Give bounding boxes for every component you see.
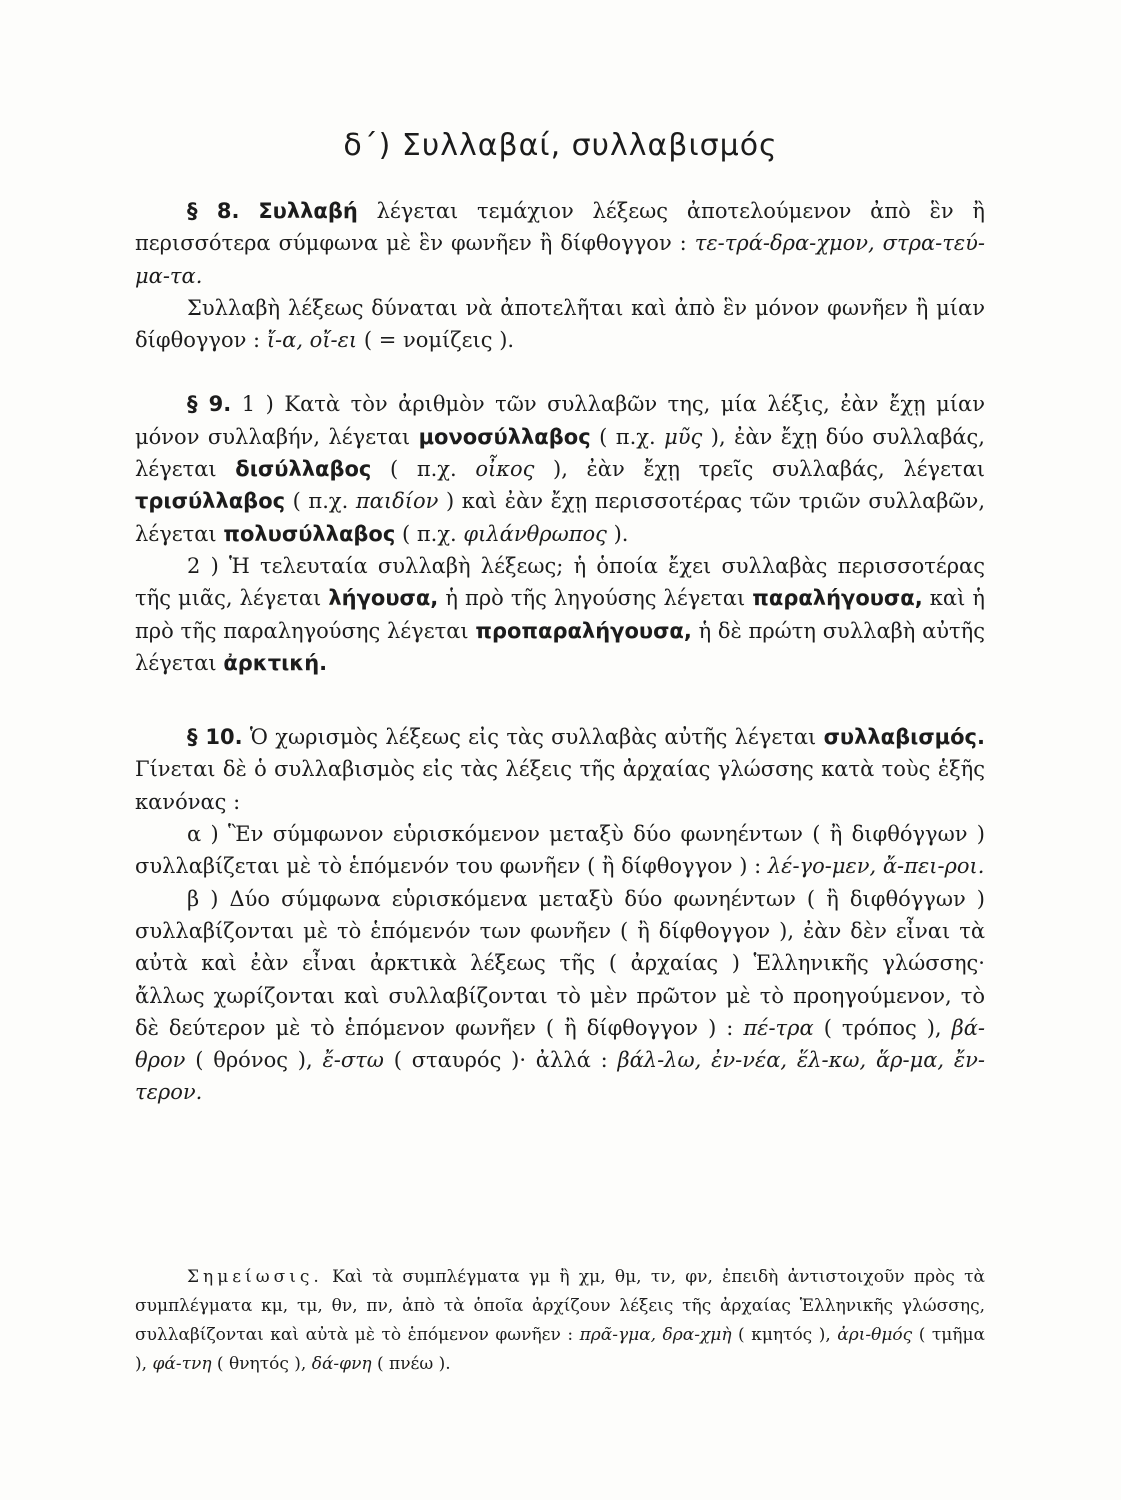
text: ). bbox=[606, 521, 629, 546]
example: βά-θρον bbox=[135, 1015, 986, 1073]
note-paragraph bbox=[135, 1263, 985, 1379]
text: Καὶ τὰ συμπλέγματα γμ ἢ χμ, θμ, τν, φν, ἐπειδὴ ἀντιστοιχοῦν πρὸς τὰ συμπλέγματα κμ, τμ, θν, πν, ἀπὸ τὰ ὁποῖα ἀρχίζουν λέξεις τῆς ἀρχαίας Ἑλληνικῆς γλώσσης, συλλαβίζονται καὶ αὐτὰ μὲ τὸ ἑπόμενον φωνῆεν : bbox=[135, 1267, 985, 1345]
section-number: § 10. bbox=[187, 725, 243, 750]
example: φιλάνθρωπος bbox=[463, 521, 607, 546]
paragraph-8-2 bbox=[135, 292, 985, 357]
term: δισύλλαβος bbox=[235, 457, 372, 482]
rule-alpha bbox=[135, 818, 985, 883]
term: παραλήγουσα, bbox=[752, 586, 923, 611]
section-heading: δ΄) Συλλαβαί, συλλαβισμός bbox=[343, 128, 778, 163]
text: ( θρόνος ), bbox=[185, 1048, 323, 1073]
example: ἀρι-θμός bbox=[837, 1325, 913, 1345]
term: Συλλαβή bbox=[258, 199, 358, 223]
term: ἀρκτική. bbox=[223, 650, 328, 675]
text: ( τρόπος ), bbox=[813, 1015, 952, 1040]
note-label: Σημείωσις. bbox=[187, 1267, 323, 1287]
main-text bbox=[135, 195, 985, 1109]
text: ἡ δὲ πρώτη συλλαβὴ αὐτῆς λέγεται bbox=[135, 618, 985, 675]
text: ( π.χ. bbox=[395, 521, 464, 546]
example: λέ-γο-μεν, ἄ-πει-ροι. bbox=[767, 854, 985, 879]
text: ), ἐὰν ἔχῃ δύο συλλαβάς, λέγεται bbox=[135, 424, 985, 482]
text: Γίνεται δὲ ὁ συλλαβισμὸς εἰς τὰς λέξεις τῆς ἀρχαίας γλώσσης κατὰ τοὺς ἑξῆς κανόνας : bbox=[135, 757, 985, 814]
text: ( τμῆμα ), bbox=[135, 1325, 986, 1374]
text: ἡ πρὸ τῆς ληγούσης λέγεται bbox=[438, 586, 753, 611]
text: ( π.χ. bbox=[590, 424, 665, 449]
text: ( π.χ. bbox=[285, 489, 356, 514]
term: πολυσύλλαβος bbox=[223, 521, 396, 546]
example: μῦς bbox=[664, 424, 703, 449]
paragraph-9-1 bbox=[135, 388, 985, 549]
term: προπαραλήγουσα, bbox=[475, 618, 692, 643]
text: ), ἐὰν ἔχῃ τρεῖς συλλαβάς, λέγεται bbox=[534, 457, 985, 482]
text: καὶ ἡ πρὸ τῆς παραληγούσης λέγεται bbox=[135, 586, 985, 643]
text: ( π.χ. bbox=[371, 457, 476, 482]
example: πέ-τρα bbox=[743, 1015, 814, 1040]
section-number: § 9. bbox=[187, 392, 232, 417]
example: παιδίον bbox=[355, 489, 439, 514]
paragraph-10 bbox=[135, 721, 985, 818]
term: λήγουσα, bbox=[328, 586, 439, 611]
example: οἶκος bbox=[475, 457, 535, 482]
text: 2 ) Ἡ τελευταία συλλαβὴ λέξεως; ἡ ὁποία ἔχει συλλαβὰς περισσοτέρας τῆς μιᾶς, λέγεται bbox=[135, 553, 985, 611]
term: τρισύλλαβος bbox=[135, 489, 286, 514]
text: Συλλαβὴ λέξεως δύναται νὰ ἀποτελῆται καὶ ἀπὸ ἓν μόνον φωνῆεν ἢ μίαν δίφθογγον : bbox=[135, 295, 985, 353]
text: α ) Ἓν σύμφωνον εὑρισκόμενον μεταξὺ δύο φωνηέντων ( ἢ διφθόγγων ) συλλαβίζεται μὲ τὸ ἑπόμενόν του φωνῆεν ( ἢ δίφθογγον ) : bbox=[135, 822, 985, 879]
text: ( κμητός ), bbox=[731, 1325, 838, 1345]
term: συλλαβισμός. bbox=[823, 725, 985, 750]
rule-beta bbox=[135, 883, 985, 1109]
text: ( = νομίζεις ). bbox=[357, 328, 515, 353]
note-block bbox=[135, 1263, 985, 1379]
example: δά-φνη bbox=[311, 1354, 372, 1374]
text: ( θνητός ), bbox=[211, 1354, 312, 1374]
example: ἔ-στω bbox=[322, 1048, 384, 1073]
example: τε-τρά-δρα-χμον, στρα-τεύ-μα-τα. bbox=[135, 231, 985, 288]
paragraph-8 bbox=[135, 195, 985, 292]
term: μονοσύλλαβος bbox=[418, 424, 591, 449]
text: λέγεται τεμάχιον λέξεως ἀποτελούμενον ἀπὸ ἓν ἢ περισσότερα σύμφωνα μὲ ἓν φωνῆεν ἢ δίφθογγον : bbox=[135, 199, 985, 256]
example: πρᾶ-γμα, δρα-χμὴ bbox=[579, 1325, 732, 1345]
example: βάλ-λω, ἐν-νέα, ἕλ-κω, ἅρ-μα, ἔν-τερον. bbox=[135, 1048, 985, 1105]
text: β ) Δύο σύμφωνα εὑρισκόμενα μεταξὺ δύο φωνηέντων ( ἢ διφθόγγων ) συλλαβίζονται μὲ τὸ ἑπόμενόν των φωνῆεν ( ἢ δίφθογγον ), ἐὰν δὲν εἶναι τὰ αὐτὰ καὶ ἐὰν εἶναι ἀρκτικὰ λέξεως τῆς ( ἀρχαίας ) Ἑλληνικῆς γλώσσης· ἄλλως χωρίζονται καὶ συλλαβίζονται τὸ μὲν πρῶτον μὲ τὸ προηγούμενον, τὸ δὲ δεύτερον μὲ τὸ ἑπόμενον φωνῆεν ( ἢ δίφθογγον ) : bbox=[135, 886, 985, 1040]
text: 1 ) Κατὰ τὸν ἀριθμὸν τῶν συλλαβῶν της, μία λέξις, ἐὰν ἔχῃ μίαν μόνον συλλαβήν, λέγεται bbox=[135, 392, 985, 449]
section-number: § 8. bbox=[187, 199, 240, 223]
text: ) καὶ ἐὰν ἔχῃ περισσοτέρας τῶν τριῶν συλλαβῶν, λέγεται bbox=[135, 489, 985, 546]
paragraph-9-2 bbox=[135, 550, 985, 679]
text: ( σταυρός )· ἀλλά : bbox=[383, 1048, 618, 1073]
example: φά-τνη bbox=[152, 1354, 212, 1374]
text: Ὁ χωρισμὸς λέξεως εἰς τὰς συλλαβὰς αὐτῆς λέγεται bbox=[242, 725, 824, 750]
example: ἴ-α, οἴ-ει bbox=[266, 328, 358, 353]
text: ( πνέω ). bbox=[371, 1354, 451, 1374]
